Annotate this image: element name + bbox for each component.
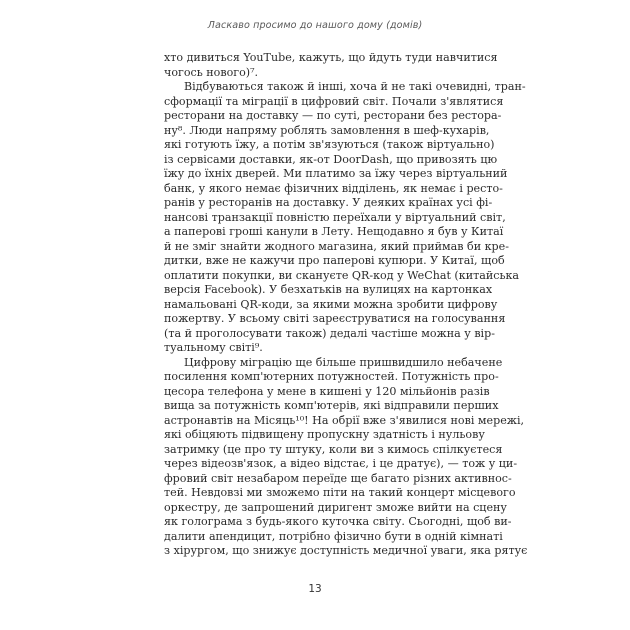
text-line: які обіцяють підвищену пропускну здатність і нульову bbox=[164, 428, 485, 441]
text-line: їжу до їхніх дверей. Ми платимо за їжу через віртуальний bbox=[164, 167, 508, 180]
text-line: банк, у якого немає фізичних відділень, як немає і ресто- bbox=[164, 181, 503, 195]
text-line: з хірургом, що знижує доступність медичної уваги, яка рятує bbox=[164, 544, 528, 557]
text-line: версія Facebook). У безхатьків на вулицях на картонках bbox=[164, 283, 493, 296]
text-line: далити апендицит, потрібно фізично бути в одній кімнаті bbox=[164, 529, 503, 543]
text-line: астронавтів на Місяць¹⁰! На обрії вже з'явилися нові мережі, bbox=[164, 413, 525, 427]
text-line: оркестру, де запрошений диригент зможе вийти на сцену bbox=[164, 500, 507, 514]
text-line: чогось нового)⁷. bbox=[164, 65, 259, 79]
text-line: Відбуваються також й інші, хоча й не такі очевидні, тран- bbox=[184, 80, 526, 93]
text-line: дитки, вже не кажучи про паперові купюри. У Китаї, щоб bbox=[164, 254, 505, 267]
text-line: які готують їжу, а потім зв'язуються (також віртуально) bbox=[164, 138, 495, 151]
text-line: фровий світ незабаром переїде ще багато різних активнос- bbox=[164, 471, 512, 485]
text-line: через відеозв'язок, а відео відстає, і це дратує), — тож у ци- bbox=[164, 457, 518, 470]
text-line: вища за потужність комп'ютерів, які відправили перших bbox=[164, 399, 499, 412]
text-line: як голограма з будь-якого куточка світу. Сьогодні, щоб ви- bbox=[164, 515, 512, 528]
text-line: (та й проголосувати також) дедалі частіше можна у вір- bbox=[164, 326, 495, 340]
running-head: Ласкаво просимо до нашого дому (домів) bbox=[207, 20, 423, 31]
text-line: пожертву. У всьому світі зареєструватися на голосування bbox=[164, 312, 506, 325]
text-line: ресторани на доставку — по суті, ресторани без ресторa- bbox=[164, 109, 502, 122]
text-line: намальовані QR-коди, за якими можна зробити цифрову bbox=[164, 297, 498, 311]
text-line: сформації та міграції в цифровий світ. Почали з'являтися bbox=[164, 94, 504, 108]
text-line: нансові транзакції повністю переїхали у віртуальний світ, bbox=[164, 210, 506, 224]
text-line: із сервісами доставки, як-от DoorDash, що привозять цю bbox=[164, 152, 498, 166]
page-number: 13 bbox=[308, 583, 322, 595]
text-line: ну⁸. Люди напряму роблять замовлення в шеф-кухарів, bbox=[164, 123, 490, 137]
text-line: тей. Невдовзі ми зможемо піти на такий концерт місцевого bbox=[164, 486, 516, 499]
text-line: Цифрову міграцію ще більше пришвидшило небачене bbox=[184, 355, 503, 369]
text-line: оплатити покупки, ви скануєте QR-код у WeChat (китайська bbox=[164, 268, 520, 282]
text-line: ранів у ресторанів на доставку. У деяких країнах усі фі- bbox=[164, 196, 493, 209]
text-line: хто дивиться YouTube, кажуть, що йдуть туди навчитися bbox=[164, 51, 498, 64]
text-line: й не зміг знайти жодного магазина, який приймав би кре- bbox=[164, 239, 509, 253]
text-line: а паперові гроші канули в Лету. Нещодавно я був у Китаї bbox=[164, 225, 504, 238]
body-text bbox=[164, 51, 528, 559]
text-line: посилення комп'ютерних потужностей. Потужність про- bbox=[164, 370, 499, 383]
text-line: цесора телефона у мене в кишені у 120 мільйонів разів bbox=[164, 384, 490, 398]
text-line: затримку (це про ту штуку, коли ви з кимось спілкуєтеся bbox=[164, 442, 503, 456]
text-line: туальному світі⁹. bbox=[164, 341, 263, 354]
